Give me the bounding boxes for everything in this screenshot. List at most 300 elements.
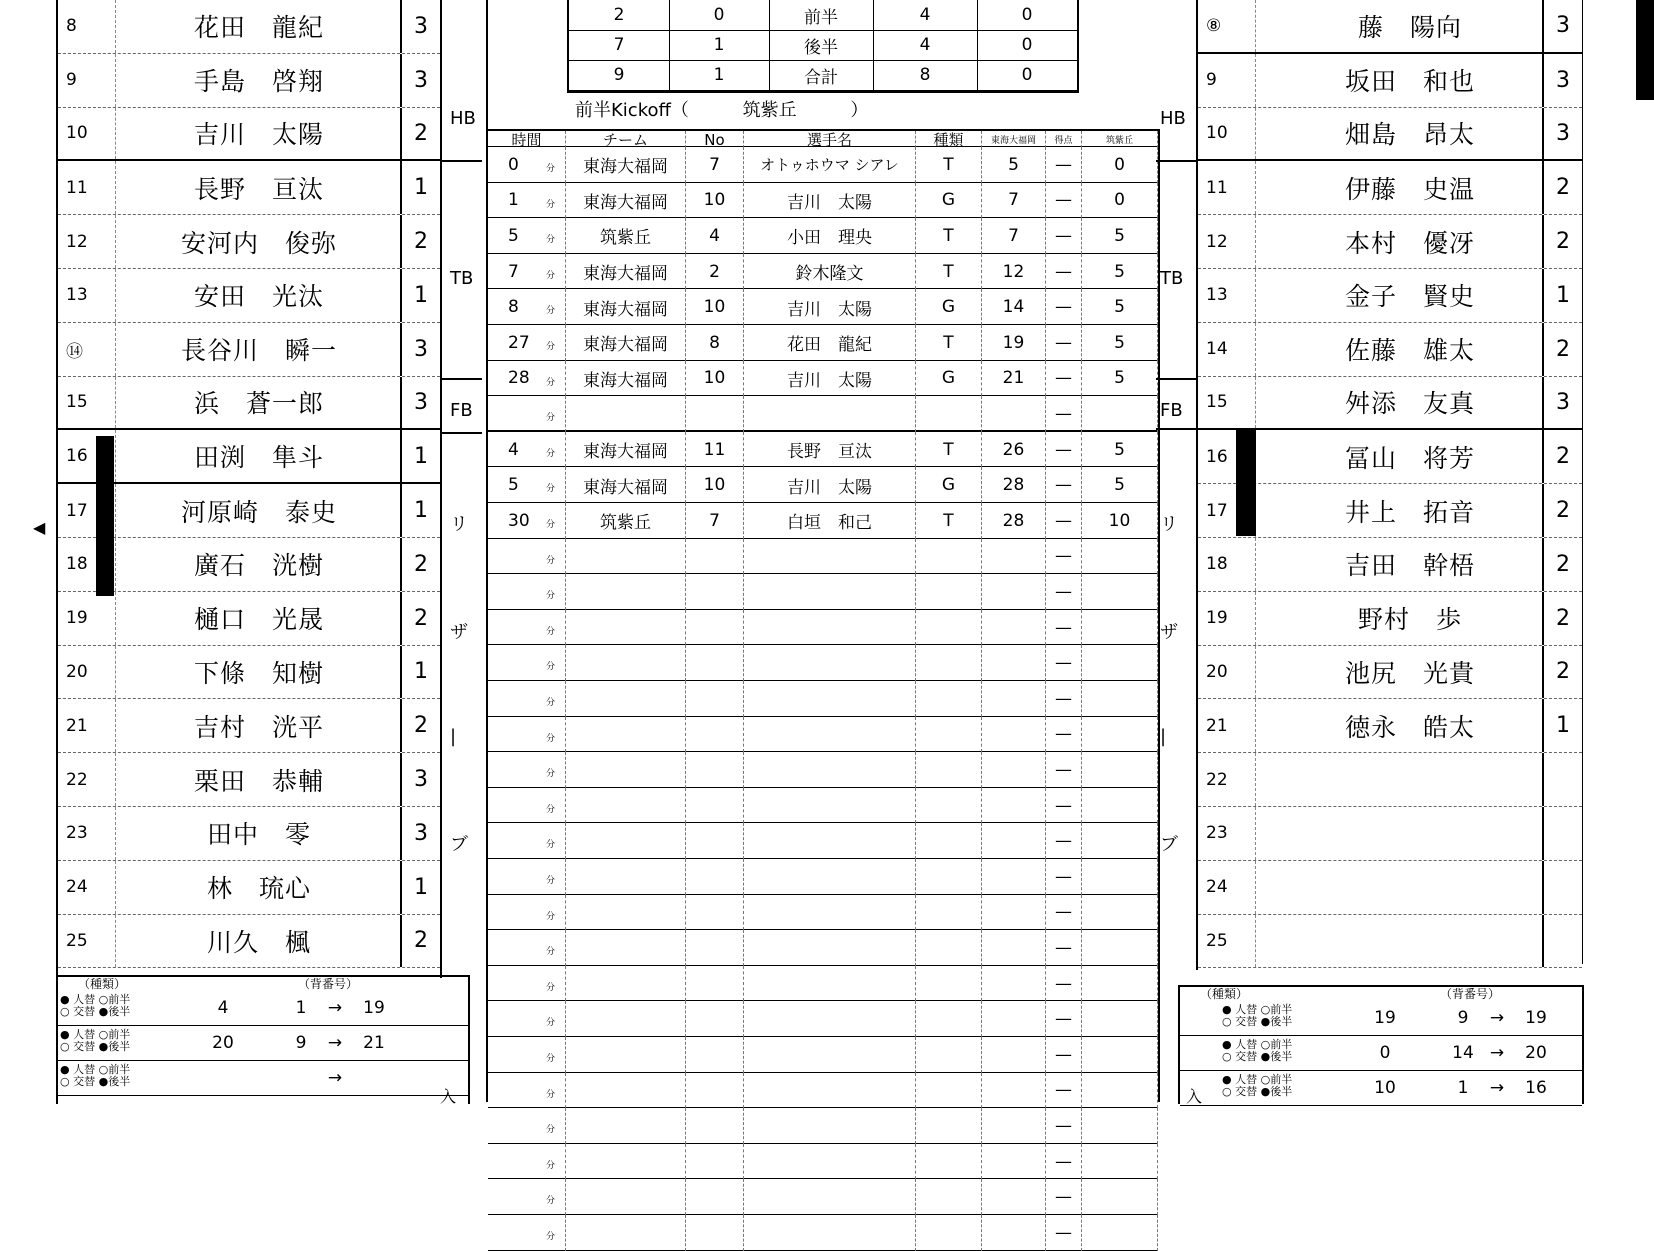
position-divider bbox=[440, 160, 482, 162]
log-cell-no bbox=[686, 1001, 744, 1037]
log-cell-type: G bbox=[916, 183, 982, 219]
roster-row bbox=[58, 215, 440, 269]
log-cell-player bbox=[744, 966, 916, 1002]
log-cell-type bbox=[916, 1108, 982, 1144]
minute-unit: 分 bbox=[546, 591, 556, 602]
player-grade: 1 bbox=[400, 484, 440, 537]
player-grade: 2 bbox=[1542, 592, 1582, 645]
sub-to: 21 bbox=[363, 1033, 385, 1053]
roster-row bbox=[58, 484, 440, 538]
player-grade: 2 bbox=[1542, 323, 1582, 376]
log-cell-no: 10 bbox=[686, 289, 744, 325]
log-cell-dash: — bbox=[1046, 859, 1082, 895]
jersey-number: 15 bbox=[58, 377, 116, 429]
sub-arrow: → bbox=[1489, 1008, 1505, 1028]
sub-minute: 19 bbox=[1374, 1008, 1396, 1028]
player-grade bbox=[1542, 807, 1582, 860]
log-cell-team bbox=[566, 930, 686, 966]
player-grade: 3 bbox=[400, 753, 440, 806]
log-row bbox=[488, 147, 1158, 183]
player-name: 花田 龍紀 bbox=[193, 13, 324, 43]
player-grade: 1 bbox=[1542, 699, 1582, 752]
log-cell-team bbox=[566, 610, 686, 646]
roster-row bbox=[1198, 915, 1582, 969]
player-grade: 3 bbox=[400, 0, 440, 53]
log-row bbox=[488, 930, 1158, 966]
log-cell-a: 26 bbox=[982, 432, 1046, 468]
log-cell-b: 5 bbox=[1082, 218, 1158, 254]
substitution-row bbox=[1180, 1071, 1582, 1106]
log-cell-dash: — bbox=[1046, 396, 1082, 432]
log-cell-type bbox=[916, 1037, 982, 1073]
player-name: 徳永 皓太 bbox=[1344, 712, 1475, 742]
log-row bbox=[488, 432, 1158, 468]
player-grade: 2 bbox=[1542, 215, 1582, 268]
player-name: 川久 楓 bbox=[206, 927, 311, 957]
log-cell-b bbox=[1082, 610, 1158, 646]
log-cell-player: 花田 龍紀 bbox=[744, 325, 916, 361]
player-name: 佐藤 雄太 bbox=[1344, 336, 1475, 366]
log-cell-t: 30 bbox=[488, 503, 566, 539]
sub-minute: 10 bbox=[1374, 1078, 1396, 1098]
log-row bbox=[488, 681, 1158, 717]
roster-row bbox=[1198, 269, 1582, 323]
player-grade: 2 bbox=[1542, 161, 1582, 214]
log-cell-no: 8 bbox=[686, 325, 744, 361]
subs-header bbox=[58, 975, 468, 989]
sub-from: 1 bbox=[1457, 1078, 1469, 1098]
log-cell-type bbox=[916, 895, 982, 931]
log-cell-type bbox=[916, 1179, 982, 1215]
subs-type-label: （種類） bbox=[78, 977, 127, 991]
log-cell-type bbox=[916, 1215, 982, 1251]
player-name: 畑島 昂太 bbox=[1344, 120, 1475, 150]
log-cell-t: 5 bbox=[488, 467, 566, 503]
roster-row bbox=[58, 915, 440, 969]
roster-row bbox=[58, 54, 440, 108]
log-cell-team: 東海大福岡 bbox=[566, 289, 686, 325]
minute-unit: 分 bbox=[546, 270, 556, 281]
log-cell-dash: — bbox=[1046, 539, 1082, 575]
log-cell-b: 5 bbox=[1082, 325, 1158, 361]
minute-unit: 分 bbox=[546, 911, 556, 922]
log-cell-team bbox=[566, 966, 686, 1002]
jersey-number: 11 bbox=[1198, 161, 1256, 214]
log-row bbox=[488, 966, 1158, 1002]
score-summary-cell: 後半 bbox=[769, 30, 874, 60]
player-grade: 3 bbox=[400, 54, 440, 107]
log-cell-b bbox=[1082, 539, 1158, 575]
log-header-row bbox=[488, 129, 1158, 147]
minute-unit: 分 bbox=[546, 555, 556, 566]
position-label-r1: リ bbox=[1160, 514, 1178, 535]
player-name: 安河内 俊弥 bbox=[180, 228, 337, 258]
log-cell-player: 吉川 太陽 bbox=[744, 289, 916, 325]
roster-row bbox=[1198, 807, 1582, 861]
position-label-hb: HB bbox=[450, 108, 476, 129]
minute-unit: 分 bbox=[546, 342, 556, 352]
log-cell-team: 東海大福岡 bbox=[566, 183, 686, 219]
jersey-number: 21 bbox=[58, 699, 116, 752]
log-cell-b bbox=[1082, 1037, 1158, 1073]
log-cell-type bbox=[916, 717, 982, 753]
sub-from: 14 bbox=[1452, 1043, 1474, 1063]
log-cell-a bbox=[982, 396, 1046, 432]
log-cell-type bbox=[916, 788, 982, 824]
position-divider bbox=[1156, 428, 1198, 430]
log-cell-t: 28 bbox=[488, 361, 566, 397]
player-grade: 3 bbox=[1542, 0, 1582, 52]
jersey-number: 21 bbox=[1198, 699, 1256, 752]
log-cell-team bbox=[566, 1037, 686, 1073]
player-grade: 1 bbox=[400, 161, 440, 214]
player-grade: 1 bbox=[400, 269, 440, 322]
jersey-number: 14 bbox=[1198, 323, 1256, 376]
player-name: 金子 賢史 bbox=[1344, 282, 1475, 312]
log-cell-dash: — bbox=[1046, 218, 1082, 254]
jersey-number: 9 bbox=[58, 54, 116, 107]
player-name: 林 琉心 bbox=[206, 874, 311, 904]
log-cell-b bbox=[1082, 1073, 1158, 1109]
log-cell-b bbox=[1082, 930, 1158, 966]
roster-row bbox=[58, 108, 440, 162]
right-substitution-table bbox=[1178, 985, 1584, 1104]
minute-unit: 分 bbox=[546, 484, 556, 495]
log-cell-player bbox=[744, 930, 916, 966]
position-label-tb: TB bbox=[1160, 268, 1184, 289]
log-cell-player bbox=[744, 539, 916, 575]
sub-from: 9 bbox=[295, 1033, 307, 1053]
log-row bbox=[488, 396, 1158, 432]
log-cell-team bbox=[566, 1073, 686, 1109]
roster-row bbox=[58, 538, 440, 592]
log-cell-no bbox=[686, 1037, 744, 1073]
score-summary-table bbox=[567, 0, 1079, 93]
log-header-time: 時間 bbox=[488, 131, 566, 148]
log-cell-t: 4 bbox=[488, 432, 566, 468]
minute-unit: 分 bbox=[546, 1232, 556, 1242]
score-summary-row bbox=[569, 60, 1077, 91]
player-name: 樋口 光晟 bbox=[193, 605, 324, 635]
log-cell-team bbox=[566, 539, 686, 575]
player-name: 吉村 洸平 bbox=[193, 712, 324, 742]
log-cell-b bbox=[1082, 574, 1158, 610]
in-label: 入 bbox=[1186, 1087, 1203, 1106]
sub-minute: 20 bbox=[212, 1033, 234, 1053]
log-cell-player bbox=[744, 1144, 916, 1180]
log-row bbox=[488, 1073, 1158, 1109]
jersey-number: 13 bbox=[58, 269, 116, 322]
log-cell-t: 0 bbox=[488, 147, 566, 183]
sub-to: 19 bbox=[1525, 1008, 1547, 1028]
log-cell-t: 5 bbox=[488, 218, 566, 254]
log-cell-player bbox=[744, 574, 916, 610]
log-row bbox=[488, 289, 1158, 325]
log-cell-team bbox=[566, 1108, 686, 1144]
sub-arrow: → bbox=[327, 1033, 343, 1053]
left-arrow-icon: ◀ bbox=[33, 518, 46, 537]
log-cell-b bbox=[1082, 1215, 1158, 1251]
player-grade: 1 bbox=[400, 430, 440, 482]
log-cell-no bbox=[686, 574, 744, 610]
log-cell-a bbox=[982, 1073, 1046, 1109]
jersey-number: 18 bbox=[58, 538, 116, 591]
jersey-number: 17 bbox=[1198, 484, 1256, 537]
log-cell-type bbox=[916, 610, 982, 646]
score-summary-cell: 4 bbox=[873, 30, 978, 60]
jersey-number: 23 bbox=[1198, 807, 1256, 860]
log-cell-type bbox=[916, 930, 982, 966]
score-summary-row bbox=[569, 30, 1077, 61]
jersey-number: 12 bbox=[1198, 215, 1256, 268]
roster-row bbox=[58, 807, 440, 861]
sub-to: 20 bbox=[1525, 1043, 1547, 1063]
player-grade: 1 bbox=[400, 861, 440, 914]
player-name: 坂田 和也 bbox=[1344, 67, 1475, 97]
log-cell-team bbox=[566, 1001, 686, 1037]
jersey-number: ⑧ bbox=[1198, 0, 1256, 52]
log-row bbox=[488, 823, 1158, 859]
log-cell-dash: — bbox=[1046, 503, 1082, 539]
log-cell-type: T bbox=[916, 432, 982, 468]
log-row bbox=[488, 1001, 1158, 1037]
log-cell-a bbox=[982, 1001, 1046, 1037]
jersey-number: 13 bbox=[1198, 269, 1256, 322]
player-name: 長谷川 瞬一 bbox=[180, 336, 337, 366]
log-cell-dash: — bbox=[1046, 930, 1082, 966]
log-cell-type bbox=[916, 396, 982, 432]
log-cell-dash: — bbox=[1046, 1037, 1082, 1073]
roster-row bbox=[58, 323, 440, 377]
position-divider bbox=[1156, 160, 1198, 162]
jersey-number: 11 bbox=[58, 161, 116, 214]
log-row bbox=[488, 467, 1158, 503]
log-cell-t: 27 bbox=[488, 325, 566, 361]
log-cell-a: 28 bbox=[982, 503, 1046, 539]
position-label-tb: TB bbox=[450, 268, 474, 289]
log-cell-no bbox=[686, 930, 744, 966]
log-row bbox=[488, 183, 1158, 219]
log-cell-b: 5 bbox=[1082, 289, 1158, 325]
log-cell-b bbox=[1082, 1108, 1158, 1144]
log-cell-dash: — bbox=[1046, 645, 1082, 681]
log-cell-team: 東海大福岡 bbox=[566, 254, 686, 290]
roster-row bbox=[1198, 646, 1582, 700]
log-cell-no: 10 bbox=[686, 361, 744, 397]
player-grade: 2 bbox=[1542, 646, 1582, 699]
score-summary-cell: 8 bbox=[873, 60, 978, 90]
jersey-number: 17 bbox=[58, 484, 116, 537]
log-cell-type bbox=[916, 752, 982, 788]
log-row bbox=[488, 788, 1158, 824]
log-cell-a: 7 bbox=[982, 183, 1046, 219]
player-grade: 1 bbox=[400, 646, 440, 699]
log-cell-player: 長野 亘汰 bbox=[744, 432, 916, 468]
kickoff-close: ） bbox=[850, 100, 869, 121]
log-cell-player: 小田 理央 bbox=[744, 218, 916, 254]
roster-row bbox=[58, 753, 440, 807]
log-cell-no bbox=[686, 1144, 744, 1180]
minute-unit: 分 bbox=[546, 448, 556, 459]
log-cell-type bbox=[916, 681, 982, 717]
log-cell-player bbox=[744, 681, 916, 717]
player-grade: 2 bbox=[400, 699, 440, 752]
log-cell-type bbox=[916, 645, 982, 681]
player-name: 河原崎 泰史 bbox=[180, 497, 337, 527]
log-cell-b bbox=[1082, 645, 1158, 681]
log-cell-no bbox=[686, 1179, 744, 1215]
log-header-team: チーム bbox=[566, 131, 686, 148]
log-cell-dash: — bbox=[1046, 147, 1082, 183]
log-cell-dash: — bbox=[1046, 1073, 1082, 1109]
log-cell-player bbox=[744, 823, 916, 859]
log-cell-t: 1 bbox=[488, 183, 566, 219]
minute-unit: 分 bbox=[546, 164, 556, 174]
log-row bbox=[488, 717, 1158, 753]
score-summary-cell: 0 bbox=[1021, 5, 1033, 25]
log-row bbox=[488, 574, 1158, 610]
minute-unit: 分 bbox=[546, 876, 556, 886]
log-cell-team bbox=[566, 717, 686, 753]
player-name: 栗田 恭輔 bbox=[193, 766, 324, 796]
player-name: 田渕 隼斗 bbox=[193, 443, 324, 473]
score-summary-cell: 9 bbox=[569, 60, 670, 90]
jersey-number: 15 bbox=[1198, 377, 1256, 429]
jersey-number: 23 bbox=[58, 807, 116, 860]
log-cell-player bbox=[744, 1037, 916, 1073]
log-cell-player: オトゥホウマ シアレ bbox=[744, 147, 916, 183]
subs-header bbox=[1180, 985, 1582, 999]
player-grade: 3 bbox=[1542, 54, 1582, 107]
log-cell-player bbox=[744, 717, 916, 753]
log-cell-team bbox=[566, 823, 686, 859]
score-summary-cell: 7 bbox=[569, 30, 670, 60]
log-cell-a bbox=[982, 681, 1046, 717]
player-name: 伊藤 史温 bbox=[1344, 174, 1475, 204]
log-cell-a: 5 bbox=[982, 147, 1046, 183]
jersey-number: 9 bbox=[1198, 54, 1256, 107]
log-cell-no: 7 bbox=[686, 503, 744, 539]
player-grade: 2 bbox=[1542, 430, 1582, 483]
log-cell-dash: — bbox=[1046, 1108, 1082, 1144]
score-summary-row bbox=[569, 0, 1077, 31]
log-cell-player bbox=[744, 1108, 916, 1144]
log-cell-team bbox=[566, 574, 686, 610]
log-cell-team bbox=[566, 895, 686, 931]
log-cell-b: 5 bbox=[1082, 254, 1158, 290]
log-cell-no: 4 bbox=[686, 218, 744, 254]
jersey-number: 12 bbox=[58, 215, 116, 268]
roster-row bbox=[1198, 699, 1582, 753]
substitution-row bbox=[1180, 1036, 1582, 1071]
roster-row bbox=[1198, 108, 1582, 162]
log-cell-player bbox=[744, 895, 916, 931]
player-grade bbox=[1542, 753, 1582, 806]
subs-type-label: （種類） bbox=[1200, 987, 1249, 1001]
sub-arrow: → bbox=[327, 1068, 343, 1088]
log-cell-player: 吉川 太陽 bbox=[744, 361, 916, 397]
roster-row bbox=[58, 377, 440, 431]
log-cell-player bbox=[744, 1179, 916, 1215]
log-cell-dash: — bbox=[1046, 717, 1082, 753]
player-name: 吉田 幹梧 bbox=[1344, 551, 1475, 581]
log-cell-type: T bbox=[916, 254, 982, 290]
log-cell-player: 吉川 太陽 bbox=[744, 183, 916, 219]
log-cell-a bbox=[982, 752, 1046, 788]
log-cell-no bbox=[686, 717, 744, 753]
log-cell-team bbox=[566, 788, 686, 824]
log-cell-b bbox=[1082, 752, 1158, 788]
jersey-number: 22 bbox=[1198, 753, 1256, 806]
log-cell-a bbox=[982, 966, 1046, 1002]
log-cell-player: 白垣 和己 bbox=[744, 503, 916, 539]
sub-to: 16 bbox=[1525, 1078, 1547, 1098]
jersey-number: 18 bbox=[1198, 538, 1256, 591]
jersey-number: 25 bbox=[1198, 915, 1256, 968]
minute-unit: 分 bbox=[546, 1018, 556, 1029]
log-row bbox=[488, 1179, 1158, 1215]
player-grade: 2 bbox=[400, 592, 440, 645]
right-position-column bbox=[1156, 0, 1198, 970]
roster-row bbox=[58, 699, 440, 753]
player-name bbox=[1276, 807, 1544, 860]
player-grade: 3 bbox=[1542, 377, 1582, 429]
log-cell-player bbox=[744, 1215, 916, 1251]
log-cell-b bbox=[1082, 859, 1158, 895]
score-summary-cell: 1 bbox=[669, 60, 770, 90]
log-cell-a bbox=[982, 1215, 1046, 1251]
log-cell-team: 東海大福岡 bbox=[566, 467, 686, 503]
roster-row bbox=[58, 161, 440, 215]
jersey-number: 19 bbox=[58, 592, 116, 645]
log-cell-a bbox=[982, 930, 1046, 966]
log-cell-a: 28 bbox=[982, 467, 1046, 503]
roster-row bbox=[1198, 538, 1582, 592]
jersey-number: ⑭ bbox=[58, 323, 116, 376]
log-row bbox=[488, 539, 1158, 575]
log-cell-no: 11 bbox=[686, 432, 744, 468]
log-cell-no bbox=[686, 752, 744, 788]
jersey-number: 10 bbox=[58, 108, 116, 160]
score-summary-cell: 4 bbox=[873, 0, 978, 30]
score-summary-cell: 2 bbox=[569, 0, 670, 30]
log-cell-no bbox=[686, 966, 744, 1002]
log-cell-dash: — bbox=[1046, 823, 1082, 859]
log-cell-dash: — bbox=[1046, 788, 1082, 824]
minute-unit: 分 bbox=[546, 306, 556, 317]
log-row bbox=[488, 895, 1158, 931]
roster-row bbox=[1198, 592, 1582, 646]
log-cell-player bbox=[744, 859, 916, 895]
log-cell-type: T bbox=[916, 503, 982, 539]
log-cell-no: 2 bbox=[686, 254, 744, 290]
log-row bbox=[488, 752, 1158, 788]
log-cell-a bbox=[982, 788, 1046, 824]
player-grade bbox=[1542, 861, 1582, 914]
log-cell-a bbox=[982, 574, 1046, 610]
player-grade: 3 bbox=[400, 377, 440, 429]
log-cell-a bbox=[982, 610, 1046, 646]
log-cell-no bbox=[686, 859, 744, 895]
subs-number-label: （背番号） bbox=[1440, 987, 1501, 1001]
position-divider bbox=[1156, 378, 1198, 380]
log-cell-t: 7 bbox=[488, 254, 566, 290]
log-cell-b bbox=[1082, 823, 1158, 859]
log-header-score_a: 東海大福岡 bbox=[982, 131, 1046, 148]
log-cell-player bbox=[744, 645, 916, 681]
jersey-number: 25 bbox=[58, 915, 116, 968]
subs-number-label: （背番号） bbox=[298, 977, 359, 991]
